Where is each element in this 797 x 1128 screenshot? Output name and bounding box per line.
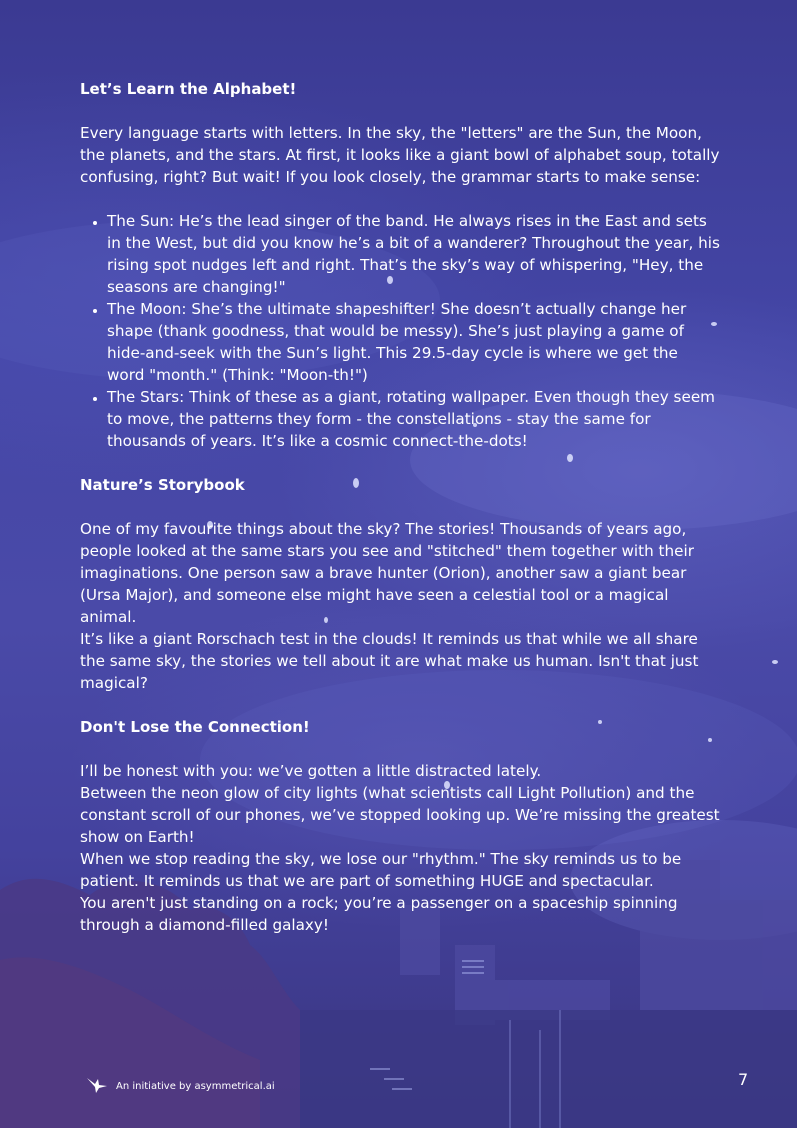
- section-title-storybook: Nature’s Storybook: [80, 476, 245, 494]
- article-body: [80, 78, 720, 936]
- paragraph: When we stop reading the sky, we lose our "rhythm." The sky reminds us to be patient. It reminds us that we are part of something HUGE and spectacular.: [80, 850, 682, 890]
- bullet-list: [80, 210, 720, 452]
- section-title-connection: Don't Lose the Connection!: [80, 718, 310, 736]
- paragraph: One of my favourite things about the sky? The stories! Thousands of years ago, people looked at the same stars you see and "stitched" them together with their imaginations. One person saw a brave hunter (Orion), another saw a giant bear (Ursa Major), and someone else might have seen a celestial tool or a magical animal.: [80, 520, 694, 626]
- bullet-item-moon: • The Moon: She’s the ultimate shapeshifter! She doesn’t actually change her shape (thank goodness, that would be messy). She’s just playing a game of hide-and-seek with the Sun’s light. This 29.5-day cycle is where we get the word "month." (Think: "Moon-th!"): [107, 298, 720, 386]
- paragraph: Between the neon glow of city lights (what scientists call Light Pollution) and the constant scroll of our phones, we’ve stopped looking up. We’re missing the greatest show on Earth!: [80, 784, 720, 846]
- paragraph: Every language starts with letters. In the sky, the "letters" are the Sun, the Moon, the planets, and the stars. At first, it looks like a giant bowl of alphabet soup, totally confusing, right? But wait! If you look closely, the grammar starts to make sense:: [80, 124, 720, 186]
- section-title-alphabet: Let’s Learn the Alphabet!: [80, 80, 297, 98]
- footer-text: An initiative by asymmetrical.ai: [116, 1081, 275, 1092]
- bullet-item-sun: • The Sun: He’s the lead singer of the band. He always rises in the East and sets in the West, but did you know he’s a bit of a wanderer? Throughout the year, his rising spot nudges left and right. That’s the sky’s way of whispering, "Hey, the seasons are changing!": [107, 210, 720, 298]
- paragraph: You aren't just standing on a rock; you’re a passenger on a spaceship spinning through a diamond-filled galaxy!: [80, 894, 678, 934]
- paragraph: It’s like a giant Rorschach test in the clouds! It reminds us that while we all share the same sky, the stories we tell about it are what make us human. Isn't that just magical?: [80, 630, 699, 692]
- page-number: 7: [738, 1070, 749, 1089]
- paragraph: I’ll be honest with you: we’ve gotten a little distracted lately.: [80, 762, 542, 780]
- footer: [86, 1076, 275, 1097]
- bullet-item-stars: • The Stars: Think of these as a giant, rotating wallpaper. Even though they seem to move, the patterns they form - the constellations - stay the same for thousands of years. It’s like a cosmic connect-the-dots!: [107, 386, 720, 452]
- bird-logo-icon: [86, 1076, 108, 1097]
